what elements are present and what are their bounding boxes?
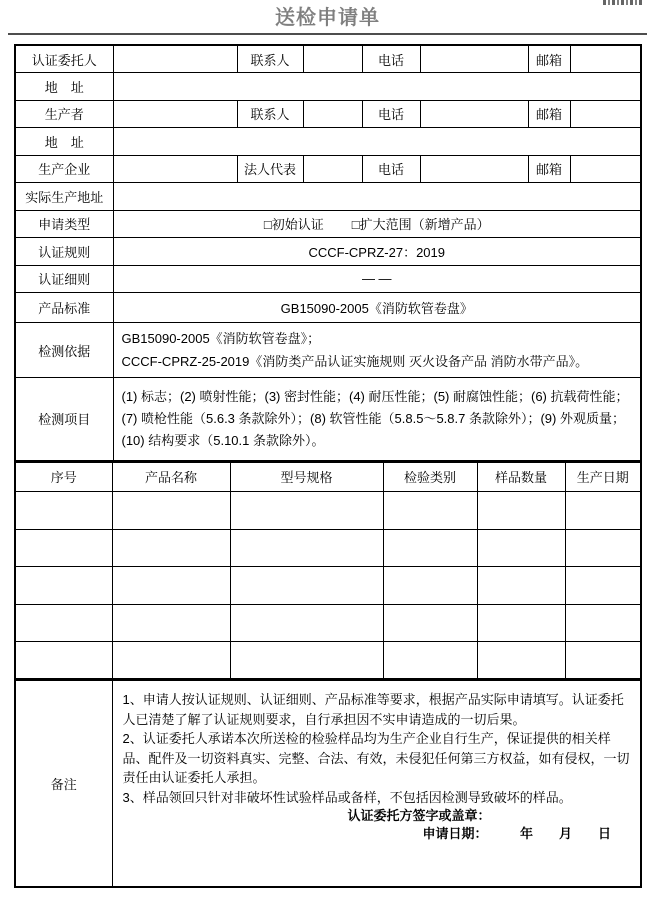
label-test-basis: 检测依据 [15, 323, 113, 378]
row-producer-address [15, 128, 641, 156]
product-cell-model[interactable] [230, 642, 383, 680]
label-application-type: 申请类型 [15, 210, 113, 238]
application-type-cell [113, 210, 641, 238]
producer-email-cell[interactable] [570, 100, 641, 128]
product-cell-date[interactable] [565, 529, 641, 567]
col-header-product-name: 产品名称 [112, 462, 230, 492]
product-cell-model[interactable] [230, 567, 383, 605]
label-address: 地 址 [15, 128, 113, 156]
label-product-standard: 产品标准 [15, 293, 113, 323]
applicant-contact-cell[interactable] [303, 45, 362, 73]
header-divider [8, 33, 647, 35]
test-items-value: (1) 标志；(2) 喷射性能；(3) 密封性能；(4) 耐压性能；(5) 耐腐蚀性能；(6) 抗载荷性能；(7) 喷枪性能（5.6.3 条款除外）；(8) 软管性能（5.8.5～5.8.7 条款除外）；(9) 外观质量；(10) 结构要求（5.10.1 条款除外）。 [113, 378, 641, 461]
label-email: 邮箱 [528, 155, 570, 183]
product-cell-type[interactable] [383, 642, 477, 680]
product-cell-name[interactable] [112, 604, 230, 642]
product-cell-qty[interactable] [477, 642, 565, 680]
col-header-sample-qty: 样品数量 [477, 462, 565, 492]
product-cell-seq[interactable] [15, 567, 112, 605]
row-manufacturer [15, 155, 641, 183]
product-cell-seq[interactable] [15, 604, 112, 642]
col-header-seq: 序号 [15, 462, 112, 492]
product-row [15, 604, 641, 642]
label-contact: 联系人 [237, 45, 303, 73]
applicant-address-cell[interactable] [113, 73, 641, 101]
product-cell-qty[interactable] [477, 529, 565, 567]
row-test-items [15, 378, 641, 461]
product-cell-type[interactable] [383, 529, 477, 567]
label-email: 邮箱 [528, 45, 570, 73]
product-cell-qty[interactable] [477, 567, 565, 605]
cert-rule-value: CCCF-CPRZ-27：2019 [113, 238, 641, 266]
row-producer [15, 100, 641, 128]
test-basis-line2: CCCF-CPRZ-25-2019《消防类产品认证实施规则 灭火设备产品 消防水带产品》。 [121, 354, 589, 369]
label-remarks: 备注 [15, 680, 112, 887]
product-cell-name[interactable] [112, 567, 230, 605]
product-cell-qty[interactable] [477, 604, 565, 642]
label-cert-rule: 认证规则 [15, 238, 113, 266]
producer-contact-cell[interactable] [303, 100, 362, 128]
producer-phone-cell[interactable] [420, 100, 528, 128]
producer-address-cell[interactable] [113, 128, 641, 156]
product-header-row [15, 462, 641, 492]
applicant-value-cell[interactable] [113, 45, 237, 73]
product-cell-name[interactable] [112, 529, 230, 567]
row-product-standard [15, 293, 641, 323]
checkbox-expand-scope[interactable]: □扩大范围（新增产品） [351, 217, 490, 233]
product-row [15, 529, 641, 567]
label-contact: 联系人 [237, 100, 303, 128]
application-date-label: 申请日期： 年 月 日 [422, 825, 612, 841]
row-actual-address [15, 183, 641, 211]
label-cert-detail: 认证细则 [15, 265, 113, 293]
product-row [15, 492, 641, 530]
label-applicant: 认证委托人 [15, 45, 113, 73]
product-cell-model[interactable] [230, 492, 383, 530]
test-basis-line1: GB15090-2005《消防软管卷盘》； [121, 331, 321, 346]
product-cell-type[interactable] [383, 567, 477, 605]
row-cert-rule [15, 238, 641, 266]
actual-address-cell[interactable] [113, 183, 641, 211]
label-producer: 生产者 [15, 100, 113, 128]
remarks-row [15, 680, 641, 887]
test-basis-value [113, 323, 641, 378]
product-cell-seq[interactable] [15, 642, 112, 680]
col-header-production-date: 生产日期 [565, 462, 641, 492]
row-applicant-address [15, 73, 641, 101]
row-test-basis [15, 323, 641, 378]
product-cell-date[interactable] [565, 567, 641, 605]
producer-value-cell[interactable] [113, 100, 237, 128]
col-header-inspection-type: 检验类别 [383, 462, 477, 492]
product-cell-date[interactable] [565, 642, 641, 680]
row-applicant [15, 45, 641, 73]
applicant-phone-cell[interactable] [420, 45, 528, 73]
product-cell-date[interactable] [565, 492, 641, 530]
label-actual-address: 实际生产地址 [15, 183, 113, 211]
remarks-text [113, 681, 641, 842]
manufacturer-email-cell[interactable] [570, 155, 641, 183]
product-cell-qty[interactable] [477, 492, 565, 530]
manufacturer-phone-cell[interactable] [420, 155, 528, 183]
remarks-item-2: 2、认证委托人承诺本次所送检的检验样品均为生产企业自行生产，保证提供的相关样品、配件及一切资料真实、完整、合法、有效，未侵犯任何第三方权益，如有侵权，一切责任由认证委托人承担。 [122, 731, 630, 786]
product-cell-type[interactable] [383, 604, 477, 642]
product-cell-name[interactable] [112, 492, 230, 530]
col-header-model-spec: 型号规格 [230, 462, 383, 492]
manufacturer-legal-rep-cell[interactable] [303, 155, 362, 183]
signature-label: 认证委托方签字或盖章： [347, 808, 491, 824]
remarks-item-3: 3、样品领回只针对非破坏性试验样品或备样，不包括因检测导致破坏的样品。 [122, 789, 572, 805]
label-test-items: 检测项目 [15, 378, 113, 461]
label-phone: 电话 [362, 155, 420, 183]
cert-detail-value: — — [113, 265, 641, 293]
row-application-type [15, 210, 641, 238]
form-table-top [14, 44, 642, 462]
product-cell-model[interactable] [230, 529, 383, 567]
manufacturer-value-cell[interactable] [113, 155, 237, 183]
product-cell-seq[interactable] [15, 529, 112, 567]
product-cell-name[interactable] [112, 642, 230, 680]
product-standard-value: GB15090-2005《消防软管卷盘》 [113, 293, 641, 323]
product-cell-date[interactable] [565, 604, 641, 642]
label-email: 邮箱 [528, 100, 570, 128]
label-manufacturer: 生产企业 [15, 155, 113, 183]
remarks-table [14, 679, 642, 888]
product-cell-model[interactable] [230, 604, 383, 642]
cutoff-corner-text [603, 0, 643, 5]
checkbox-initial-certification[interactable]: □初始认证 [263, 217, 324, 233]
product-row [15, 642, 641, 680]
row-cert-detail [15, 265, 641, 293]
product-table [14, 461, 642, 681]
signature-block [123, 807, 633, 842]
product-cell-type[interactable] [383, 492, 477, 530]
remarks-item-1: 1、申请人按认证规则、认证细则、产品标准等要求，根据产品实际申请填写。认证委托人已清楚了解了认证规则要求，自行承担因不实申请造成的一切后果。 [122, 692, 624, 727]
product-row [15, 567, 641, 605]
label-phone: 电话 [362, 45, 420, 73]
label-legal-rep: 法人代表 [237, 155, 303, 183]
product-cell-seq[interactable] [15, 492, 112, 530]
label-address: 地 址 [15, 73, 113, 101]
form-body [14, 44, 642, 888]
applicant-email-cell[interactable] [570, 45, 641, 73]
label-phone: 电话 [362, 100, 420, 128]
page-title: 送检申请单 [275, 7, 380, 29]
remarks-content-cell [112, 680, 641, 887]
